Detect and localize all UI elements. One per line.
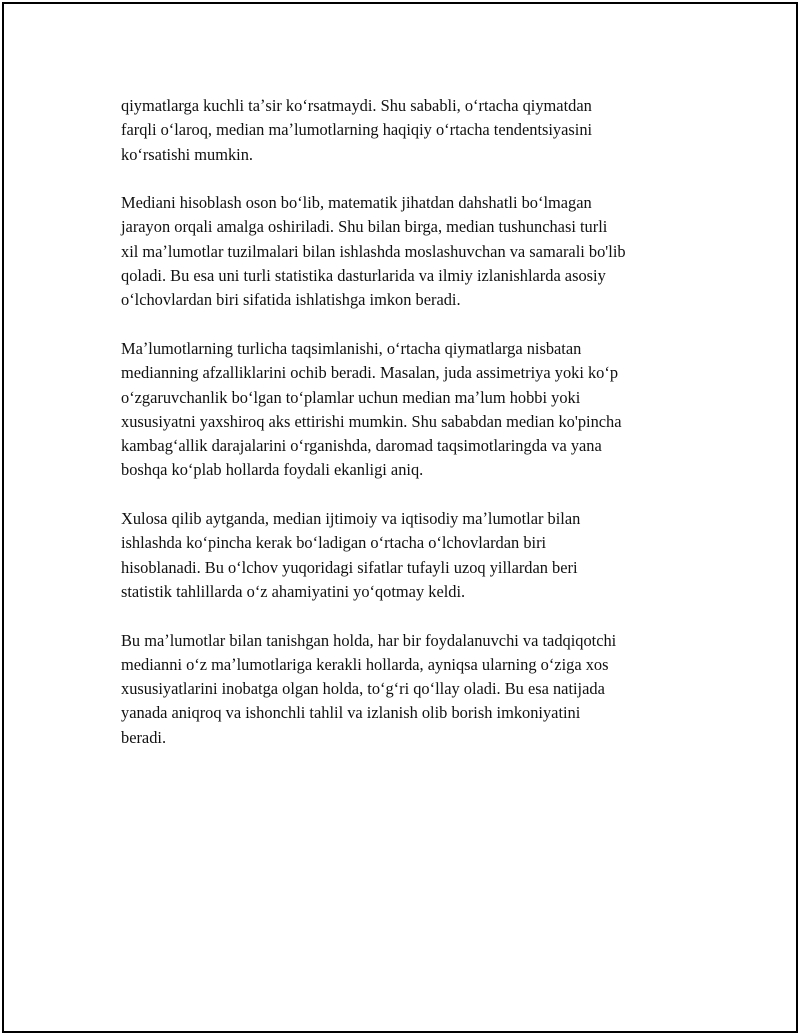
text-line: qiymatlarga kuchli taʼsir koʻrsatmaydi. Shu sababli, oʻrtacha qiymatdan	[121, 96, 592, 115]
text-line: Mediani hisoblash oson boʻlib, matematik jihatdan dahshatli boʻlmagan	[121, 193, 592, 213]
text-line: hisoblanadi. Bu oʻlchov yuqoridagi sifatlar tufayli uzoq yillardan beri	[121, 557, 578, 577]
paragraph-5	[121, 629, 711, 750]
text-line: oʻzgaruvchanlik boʻlgan toʻplamlar uchun median maʼlum hobbi yoki	[121, 387, 581, 407]
page-frame	[2, 2, 798, 1033]
text-line: Bu maʼlumotlar bilan tanishgan holda, har bir foydalanuvchi va tadqiqotchi	[121, 630, 617, 650]
document-body	[121, 94, 711, 774]
text-line: jarayon orqali amalga oshiriladi. Shu bilan birga, median tushunchasi turli	[121, 217, 608, 237]
text-line: qoladi. Bu esa uni turli statistika dasturlarida va ilmiy izlanishlarda asosiy	[121, 266, 606, 286]
text-line: medianning afzalliklarini ochib beradi. Masalan, juda assimetriya yoki koʻp	[121, 363, 619, 383]
text-line: farqli oʻlaroq, median maʼlumotlarning haqiqiy oʻrtacha tendentsiyasini	[121, 120, 593, 140]
text-line: xususiyatni yaxshiroq aks ettirishi mumkin. Shu sababdan median ko'pincha	[121, 411, 622, 431]
text-line: statistik tahlillarda oʻz ahamiyatini yoʻqotmay keldi.	[121, 581, 466, 601]
text-line: xil maʼlumotlar tuzilmalari bilan ishlashda moslashuvchan va samarali bo'lib	[121, 241, 626, 261]
paragraph-3	[121, 337, 711, 483]
text-line: Maʼlumotlarning turlicha taqsimlanishi, oʻrtacha qiymatlarga nisbatan	[121, 338, 582, 358]
text-line: boshqa koʻplab hollarda foydali ekanligi aniq.	[121, 460, 424, 480]
text-line: koʻrsatishi mumkin.	[121, 144, 254, 164]
paragraph-4	[121, 507, 711, 604]
text-line: kambagʻallik darajalarini oʻrganishda, daromad taqsimotlaringda va yana	[121, 436, 602, 456]
text-line: oʻlchovlardan biri sifatida ishlatishga imkon beradi.	[121, 290, 461, 310]
text-line: yanada aniqroq va ishonchli tahlil va izlanish olib borish imkoniyatini	[121, 703, 581, 723]
text-line: xususiyatlarini inobatga olgan holda, toʻgʻri qoʻllay oladi. Bu esa natijada	[121, 679, 605, 699]
paragraph-1	[121, 94, 711, 167]
text-line: Xulosa qilib aytganda, median ijtimoiy va iqtisodiy maʼlumotlar bilan	[121, 509, 581, 529]
text-line: medianni oʻz maʼlumotlariga kerakli hollarda, ayniqsa ularning oʻziga xos	[121, 654, 609, 674]
text-line: beradi.	[121, 727, 167, 747]
text-line: ishlashda koʻpincha kerak boʻladigan oʻrtacha oʻlchovlardan biri	[121, 533, 547, 553]
paragraph-2	[121, 191, 711, 312]
